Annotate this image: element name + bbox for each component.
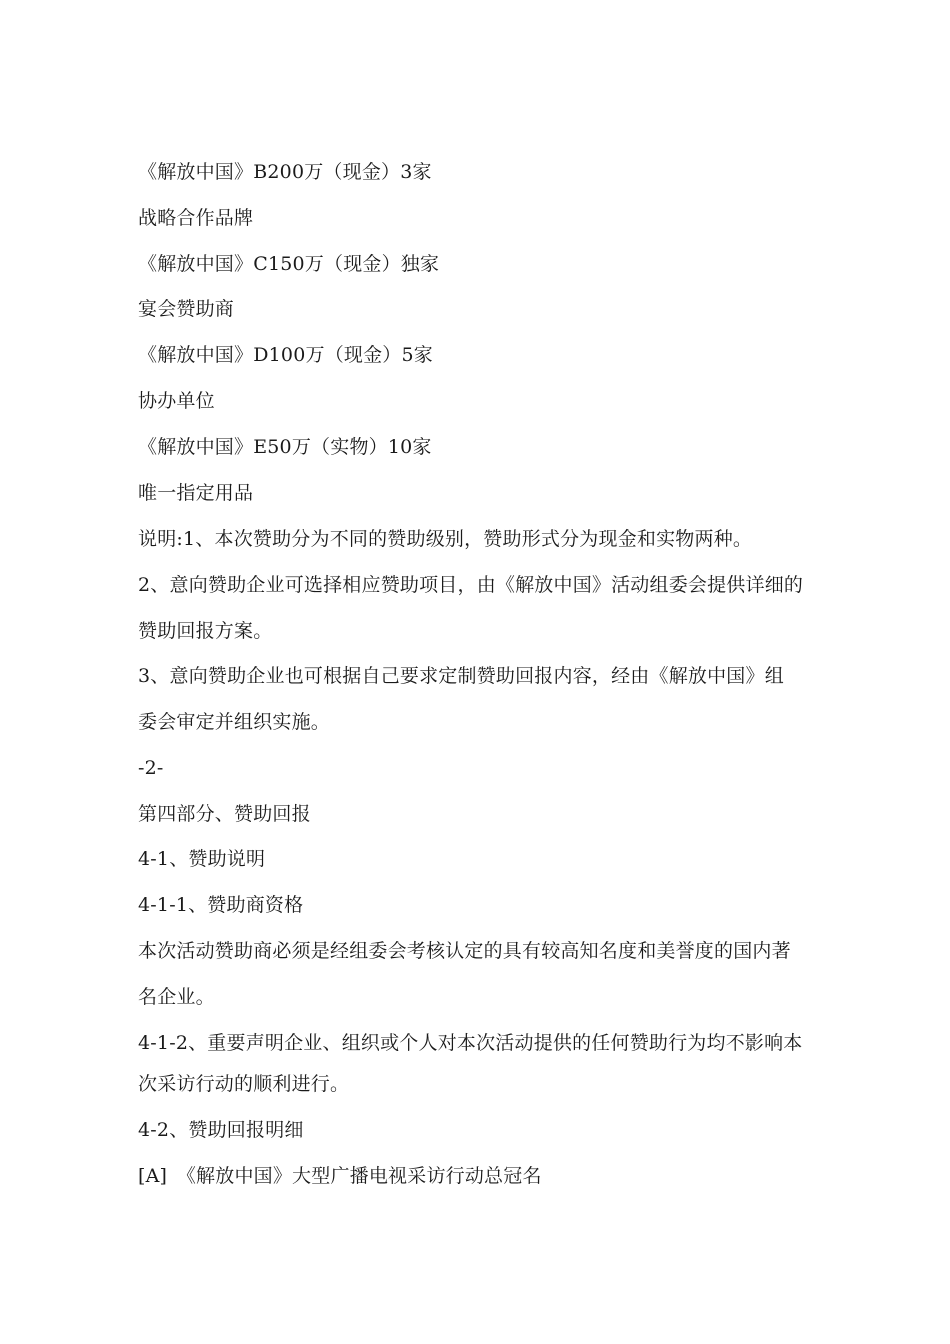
subsection-4-1-1-heading: 4-1-1、赞助商资格 bbox=[138, 894, 304, 916]
statement-paragraph-line: 4-1-2、重要声明企业、组织或个人对本次活动提供的任何赞助行为均不影响本 bbox=[138, 1032, 803, 1054]
co-organizer-line: 协办单位 bbox=[138, 390, 215, 412]
qualification-paragraph-line: 本次活动赞助商必须是经组委会考核认定的具有较高知名度和美誉度的国内著 bbox=[138, 940, 791, 962]
sponsor-tier-c-line: 《解放中国》C150万（现金）独家 bbox=[138, 253, 440, 275]
subsection-4-2-heading: 4-2、赞助回报明细 bbox=[138, 1119, 304, 1141]
note-2-continuation-line: 赞助回报方案。 bbox=[138, 620, 273, 642]
section-heading: 第四部分、赞助回报 bbox=[138, 803, 311, 825]
designated-product-line: 唯一指定用品 bbox=[138, 482, 254, 504]
statement-paragraph-continuation: 次采访行动的顺利进行。 bbox=[138, 1073, 350, 1095]
banquet-sponsor-line: 宴会赞助商 bbox=[138, 298, 235, 320]
qualification-paragraph-continuation: 名企业。 bbox=[138, 986, 215, 1008]
subsection-4-1-heading: 4-1、赞助说明 bbox=[138, 848, 266, 870]
note-1-line: 说明:1、本次赞助分为不同的赞助级别，赞助形式分为现金和实物两种。 bbox=[138, 528, 753, 550]
sponsor-tier-e-line: 《解放中国》E50万（实物）10家 bbox=[138, 436, 432, 458]
note-2-line: 2、意向赞助企业可选择相应赞助项目，由《解放中国》活动组委会提供详细的 bbox=[138, 574, 804, 596]
note-3-continuation-line: 委会审定并组织实施。 bbox=[138, 711, 331, 733]
item-a-line: [A] 《解放中国》大型广播电视采访行动总冠名 bbox=[138, 1165, 542, 1187]
note-3-line: 3、意向赞助企业也可根据自己要求定制赞助回报内容，经由《解放中国》组 bbox=[138, 665, 784, 687]
page-number: -2- bbox=[138, 757, 164, 779]
strategic-partner-brand-line: 战略合作品牌 bbox=[138, 207, 254, 229]
sponsor-tier-d-line: 《解放中国》D100万（现金）5家 bbox=[138, 344, 433, 366]
sponsor-tier-b-line: 《解放中国》B200万（现金）3家 bbox=[138, 161, 432, 183]
